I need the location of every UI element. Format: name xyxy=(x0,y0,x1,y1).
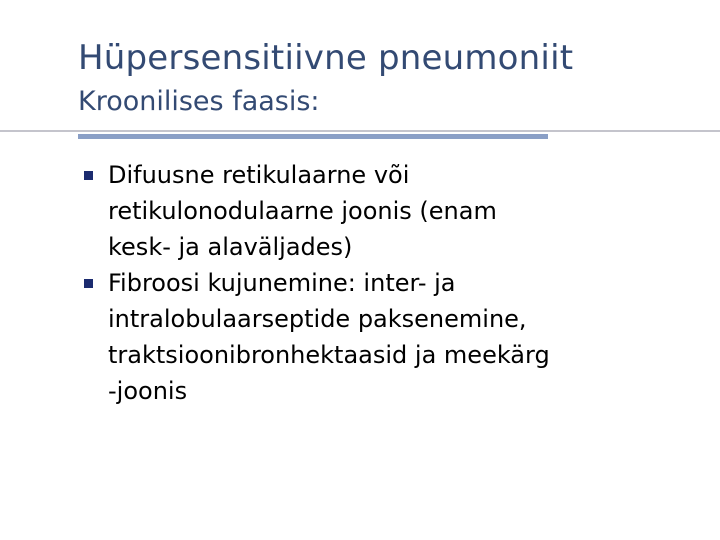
divider-line xyxy=(0,130,720,132)
slide-title: Hüpersensitiivne pneumoniit xyxy=(78,38,574,78)
square-bullet-icon xyxy=(84,171,93,180)
bullet-text-line: Difuusne retikulaarne või xyxy=(108,161,410,189)
bullet-text-line: intralobulaarseptide paksenemine, xyxy=(108,305,527,333)
bullet-item xyxy=(84,265,714,409)
bullet-text-line: traktsioonibronhektaasid ja meekärg xyxy=(108,341,550,369)
bullet-text-line: Fibroosi kujunemine: inter- ja xyxy=(108,269,456,297)
bullet-item xyxy=(84,157,714,265)
square-bullet-icon xyxy=(84,279,93,288)
accent-rule xyxy=(78,134,548,139)
bullet-text-line: retikulonodulaarne joonis (enam xyxy=(108,197,497,225)
bullet-list xyxy=(84,157,714,409)
slide-subtitle: Kroonilises faasis: xyxy=(78,86,320,117)
bullet-text-line: kesk- ja alaväljades) xyxy=(108,233,353,261)
bullet-text-line: -joonis xyxy=(108,377,188,405)
